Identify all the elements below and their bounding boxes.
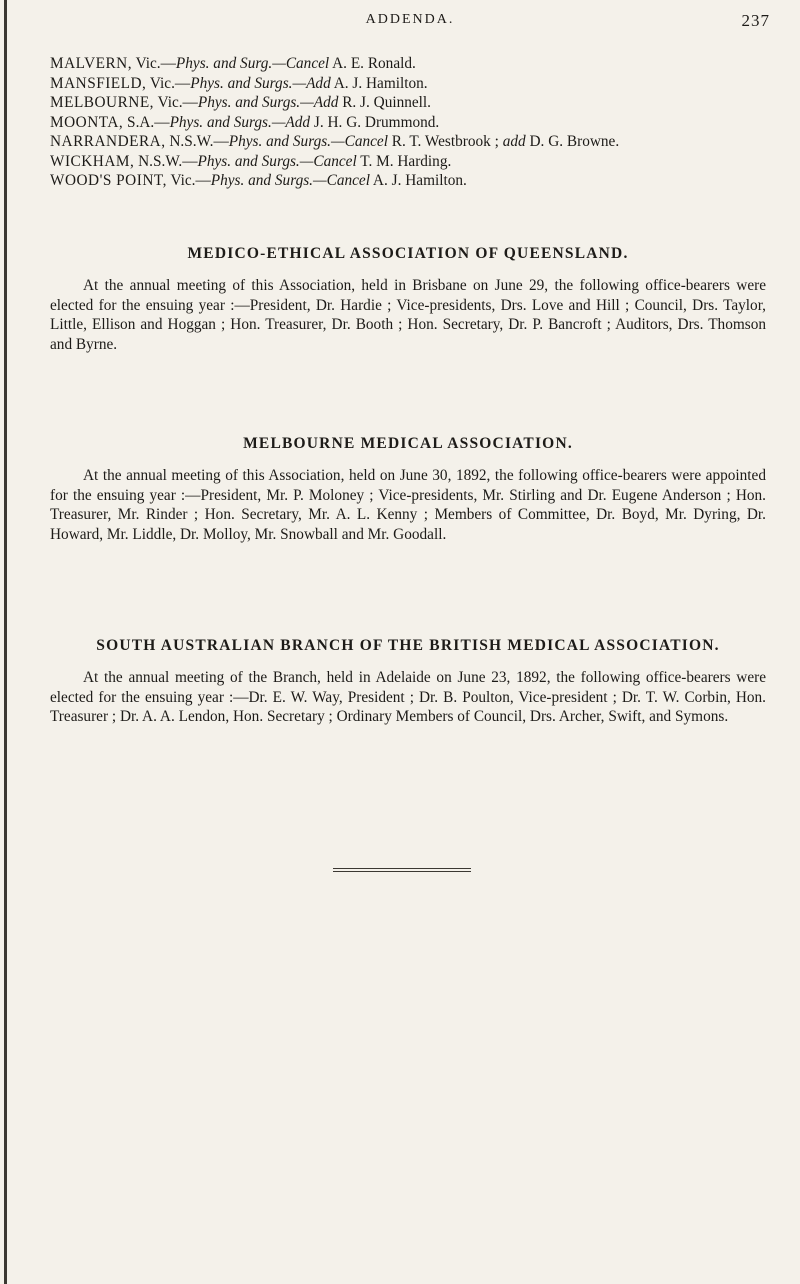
- entry-names: A. J. Hamilton.: [330, 74, 428, 92]
- entry-wickham: [50, 152, 766, 172]
- entry-appointment: Phys. and Surgs.—Add: [197, 94, 339, 111]
- entry-names: R. T. Westbrook ;: [387, 133, 503, 150]
- entry-extra-names: D. G. Browne.: [525, 133, 620, 150]
- entry-place: MELBOURNE,: [50, 94, 155, 111]
- section-title: MELBOURNE MEDICAL ASSOCIATION.: [243, 435, 573, 452]
- entry-extra-appointment: add: [502, 133, 526, 150]
- entry-malvern: [50, 54, 766, 74]
- entry-appointment: Phys. and Surgs.—Cancel: [197, 152, 357, 170]
- section-title: SOUTH AUSTRALIAN BRANCH OF THE BRITISH MEDICAL ASSOCIATION.: [96, 637, 720, 654]
- entry-narrandera: [50, 132, 766, 152]
- entry-appointment: Phys. and Surgs.—Cancel: [228, 133, 388, 150]
- entry-location: Vic.—: [154, 94, 198, 111]
- entry-place: WICKHAM,: [50, 152, 135, 170]
- entry-location: Vic.—: [146, 74, 191, 92]
- directory-entries: [50, 54, 766, 191]
- entry-location: N.S.W.—: [134, 152, 198, 170]
- entry-place: MANSFIELD,: [50, 74, 147, 92]
- end-rule-top: [333, 868, 471, 869]
- entry-appointment: Phys. and Surg.—Cancel: [175, 55, 330, 72]
- entry-place: MALVERN,: [50, 55, 133, 72]
- entry-names: R. J. Quinnell.: [338, 94, 432, 111]
- section-queensland: [50, 244, 766, 354]
- entry-location: Vic.—: [166, 172, 211, 189]
- entry-appointment: Phys. and Surgs.—Add: [169, 113, 311, 131]
- entry-appointment: Phys. and Surgs.—Cancel: [210, 172, 370, 189]
- entry-location: Vic.—: [132, 55, 176, 72]
- entry-names: A. E. Ronald.: [329, 55, 416, 72]
- entry-names: T. M. Harding.: [356, 152, 452, 170]
- entry-location: S.A.—: [123, 113, 170, 131]
- end-rule-bottom: [333, 871, 471, 872]
- section-melbourne: [50, 434, 766, 544]
- section-south-australia: [50, 636, 766, 727]
- entry-names: J. H. G. Drummond.: [310, 113, 440, 131]
- section-body: At the annual meeting of this Association, held in Brisbane on June 29, the following office-bearers were elected for the ensuing year :—President, Dr. Hardie ; Vice-presidents, Drs. Love and Hill ; Council, Drs. Taylor, Little, Ellison and Hoggan ; Hon. Treasurer, Dr. Booth ; Hon. Secretary, Dr. P. Bancroft ; Auditors, Drs. Thomson and Byrne.: [50, 277, 766, 353]
- page-left-edge-rule: [4, 0, 7, 1284]
- entry-woods-point: [50, 171, 766, 191]
- entry-mansfield: [50, 74, 766, 94]
- entry-place: WOOD'S POINT,: [50, 172, 167, 189]
- section-title: MEDICO-ETHICAL ASSOCIATION OF QUEENSLAND.: [187, 245, 629, 262]
- section-body: At the annual meeting of the Branch, held in Adelaide on June 23, 1892, the following office-bearers were elected for the ensuing year :—Dr. E. W. Way, President ; Dr. B. Poulton, Vice-president ; Dr. T. W. Corbin, Hon. Treasurer ; Dr. A. A. Lendon, Hon. Secretary ; Ordinary Members of Council, Drs. Archer, Swift, and Symons.: [50, 669, 766, 725]
- page-header: [50, 12, 770, 36]
- entry-moonta: [50, 113, 766, 133]
- entry-location: N.S.W.—: [165, 133, 229, 150]
- page-number: 237: [741, 11, 770, 30]
- entry-melbourne: [50, 93, 766, 113]
- entry-appointment: Phys. and Surgs.—Add: [190, 74, 331, 92]
- entry-names: A. J. Hamilton.: [369, 172, 467, 189]
- entry-place: NARRANDERA,: [50, 133, 166, 150]
- section-body: At the annual meeting of this Association, held on June 30, 1892, the following office-bearers were appointed for the ensuing year :—President, Mr. P. Moloney ; Vice-presidents, Mr. Stirling and Dr. Eugene Anderson ; Hon. Treasurer, Mr. Rinder ; Hon. Secretary, Mr. A. L. Kenny ; Members of Committee, Dr. Boyd, Mr. Dyring, Dr. Howard, Mr. Liddle, Dr. Molloy, Mr. Snowball and Mr. Goodall.: [50, 467, 766, 543]
- entry-place: MOONTA,: [50, 113, 124, 131]
- running-head: ADDENDA.: [365, 12, 455, 27]
